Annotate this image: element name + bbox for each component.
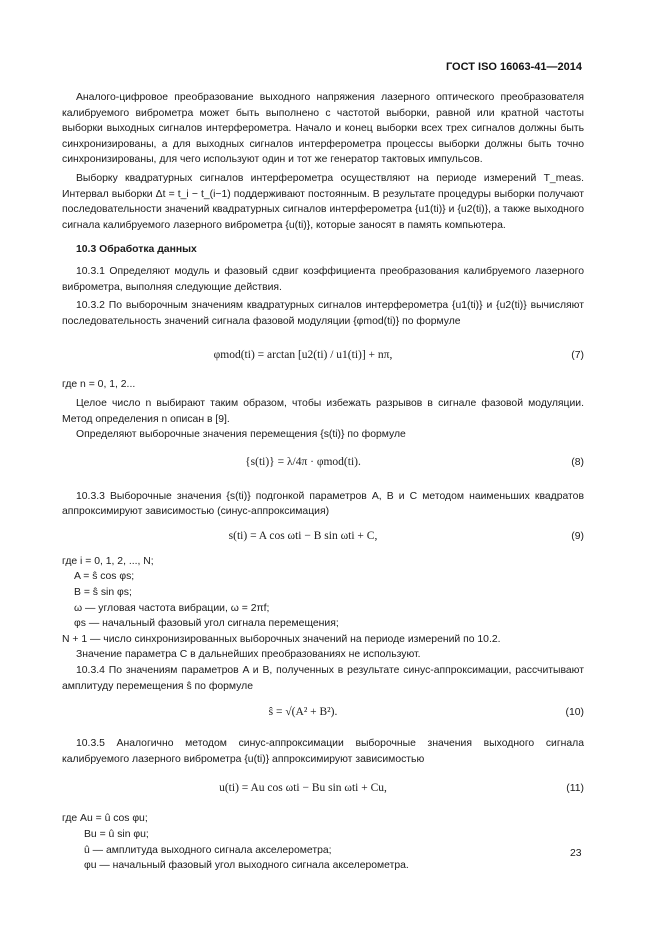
formula-10 <box>62 694 584 732</box>
formula-number: (11) <box>566 783 584 795</box>
legend-line: где i = 0, 1, 2, ..., N; <box>62 555 154 567</box>
formula-expression: u(ti) = Au cos ωti − Bu sin ωti + Cu, <box>219 782 387 795</box>
paragraph: 10.3.1 Определяют модуль и фазовый сдвиг коэффициента преобразования калибруемого лазерного виброметра, выполняя следующие действия. <box>62 265 584 293</box>
document-id: ГОСТ ISO 16063-41—2014 <box>445 61 582 73</box>
paragraph: 10.3.5 Аналогично методом синус-аппроксимации выборочные значения выходного сигнала калибруемого лазерного виброметра {u(ti)} аппроксимируют зависимостью <box>62 738 584 765</box>
legend-line: φu — начальный фазовый угол выходного сигнала акселерометра. <box>84 860 409 872</box>
formula-expression: s(ti) = A cos ωti − B sin ωti + C, <box>228 529 378 542</box>
legend-line: N + 1 — число синхронизированных выборочных значений на периоде измерений по 10.2. <box>62 633 501 645</box>
legend-line: где Au = û cos φu; <box>62 813 148 825</box>
legend-line: ω — угловая частота вибрации, ω = 2πf; <box>74 602 270 614</box>
paragraph: 10.3.4 По значениям параметров A и B, полученных в результате синус-аппроксимации, рассчитывают амплитуду перемещения ŝ по формуле <box>62 665 584 692</box>
legend-line: û — амплитуда выходного сигнала акселерометра; <box>84 844 332 856</box>
legend-line: Bu = û sin φu; <box>84 829 149 840</box>
formula-number: (10) <box>565 707 584 719</box>
legend-line: φs — начальный фазовый угол сигнала перемещения; <box>74 618 339 630</box>
formula-expression: φmod(ti) = arctan [u2(ti) / u1(ti)] + nπ, <box>213 349 393 362</box>
paragraph: Значение параметра C в дальнейших преобразованиях не используют. <box>76 649 421 661</box>
formula-expression: ŝ = √(A² + B²). <box>268 706 338 719</box>
formula-number: (7) <box>571 350 584 362</box>
page-number: 23 <box>570 848 582 859</box>
formula-9 <box>62 520 584 554</box>
paragraph: Аналого-цифровое преобразование выходного напряжения лазерного оптического преобразователя калибруемого виброметра может быть выполнено с частотой выборки, равной или кратной частоты выборки выходных сигналов интерферометра. Начало и конец выборки всех трех сигналов должны быть синхронизированы, а для выходных сигналов интерферометра процессы выборки должны быть точно синхронизированы, для чего используют один и тот же генератор тактовых импульсов. <box>62 92 584 166</box>
paragraph: Определяют выборочные значения перемещения {s(ti)} по формуле <box>76 429 406 441</box>
paragraph: 10.3.2 По выборочным значениям квадратурных сигналов интерферометра {u1(ti)} и {u2(ti)} вычисляют последовательность значений сигнала фазовой модуляции {φmod(ti)} по формуле <box>62 300 584 327</box>
section-heading: 10.3 Обработка данных <box>76 244 197 256</box>
formula-11 <box>62 767 584 811</box>
formula-number: (8) <box>571 456 584 468</box>
paragraph: где n = 0, 1, 2... <box>62 379 136 391</box>
formula-8 <box>62 443 584 483</box>
formula-9-legend <box>62 554 584 663</box>
paragraph: Целое число n выбирают таким образом, чтобы избежать разрывов в сигнале фазовой модуляции. Метод определения n описан в [9]. <box>62 397 584 425</box>
formula-number: (9) <box>571 531 584 543</box>
legend-line: B = ŝ sin φs; <box>74 587 132 599</box>
paragraph: 10.3.3 Выборочные значения {s(ti)} подгонкой параметров A, B и C методом наименьших квадратов аппроксимируют зависимостью (синус-аппроксимация) <box>62 490 584 518</box>
body-text <box>62 90 584 874</box>
legend-line: A = ŝ cos φs; <box>74 571 135 583</box>
formula-7 <box>62 335 584 377</box>
formula-expression: {s(ti)} = λ/4π · φmod(ti). <box>245 455 361 468</box>
paragraph: Выборку квадратурных сигналов интерферометра осуществляют на периоде измерений T_meas. Интервал выборки Δt = t_i − t_(i−1) поддерживают постоянным. В результате процедуры выборки получают последовательности значений квадратурных сигналов интерферометра {u1(ti)} и {u2(ti)}, а также выходного сигнала калибруемого лазерного виброметра {u(ti)}, которые заносят в память компьютера. <box>62 172 584 231</box>
formula-11-legend <box>62 811 584 873</box>
